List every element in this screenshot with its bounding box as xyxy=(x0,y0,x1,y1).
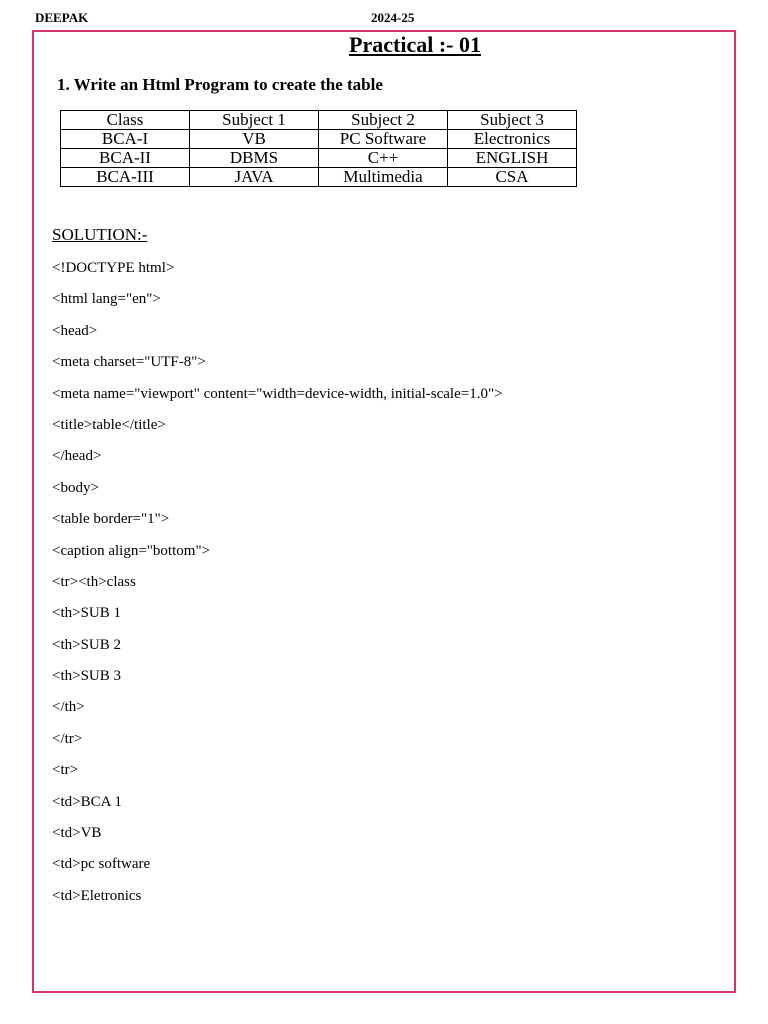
code-line: <head> xyxy=(52,322,98,339)
table-row xyxy=(61,149,577,168)
code-line: </head> xyxy=(52,448,102,465)
table-cell: Electronics xyxy=(448,130,577,149)
code-line: </tr> xyxy=(52,730,83,747)
table-cell: BCA-I xyxy=(61,130,190,149)
table-cell: VB xyxy=(190,130,319,149)
code-line: <td>VB xyxy=(52,825,102,842)
code-line: <caption align="bottom"> xyxy=(52,542,211,559)
solution-label: SOLUTION:- xyxy=(52,225,148,244)
code-line: <meta name="viewport" content="width=device-width, initial-scale=1.0"> xyxy=(52,385,503,402)
table-cell: BCA-II xyxy=(61,149,190,168)
code-line: <th>SUB 3 xyxy=(52,668,122,685)
code-line: <html lang="en"> xyxy=(52,291,161,308)
code-line: <th>SUB 2 xyxy=(52,636,122,653)
table-cell: Subject 2 xyxy=(319,111,448,130)
code-line: <meta charset="UTF-8"> xyxy=(52,354,206,371)
code-line: <tr><th>class xyxy=(52,573,136,590)
table-cell: ENGLISH xyxy=(448,149,577,168)
question-text: 1. Write an Html Program to create the table xyxy=(57,75,383,94)
table-cell: CSA xyxy=(448,168,577,187)
code-line: <!DOCTYPE html> xyxy=(52,260,175,276)
page-title: Practical :- 01 xyxy=(349,32,481,57)
table-cell: C++ xyxy=(319,149,448,168)
table-cell: PC Software xyxy=(319,130,448,149)
table-header-row xyxy=(61,111,577,130)
code-line: <td>pc software xyxy=(52,856,151,873)
table-cell: DBMS xyxy=(190,149,319,168)
table-cell: Class xyxy=(61,111,190,130)
code-line: <tr> xyxy=(52,762,79,779)
code-listing xyxy=(52,258,503,917)
table-cell: Subject 3 xyxy=(448,111,577,130)
table-row xyxy=(61,130,577,149)
code-line: <th>SUB 1 xyxy=(52,605,122,622)
header-author-name: DEEPAK xyxy=(35,10,89,25)
table-row xyxy=(61,168,577,187)
table-cell: Multimedia xyxy=(319,168,448,187)
table-cell: JAVA xyxy=(190,168,319,187)
code-line: </th> xyxy=(52,699,85,716)
code-line: <td>BCA 1 xyxy=(52,793,122,810)
code-line: <table border="1"> xyxy=(52,511,170,528)
code-line: <body> xyxy=(52,479,99,496)
code-line: <td>Eletronics xyxy=(52,887,142,904)
header-session-year: 2024-25 xyxy=(371,10,415,25)
table-cell: Subject 1 xyxy=(190,111,319,130)
sample-table xyxy=(60,110,577,187)
code-line: <title>table</title> xyxy=(52,416,166,433)
table-cell: BCA-III xyxy=(61,168,190,187)
